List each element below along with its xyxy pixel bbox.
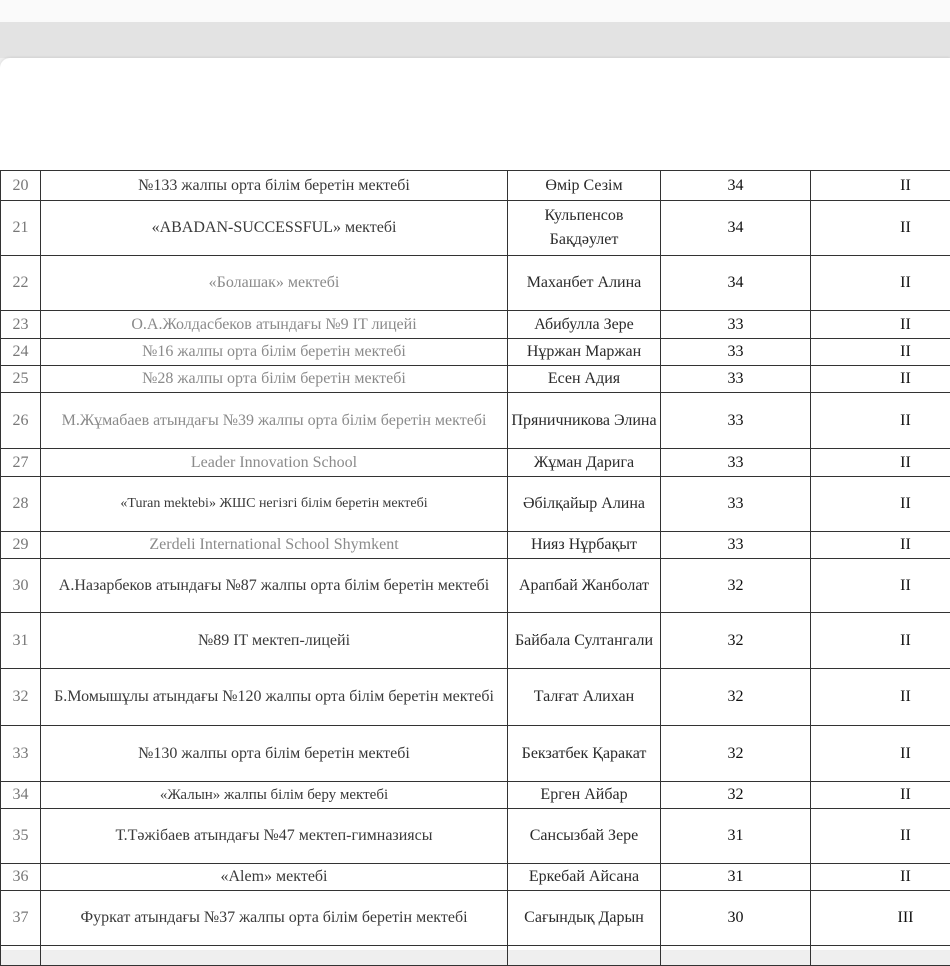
score: 33 bbox=[661, 366, 811, 393]
table-row bbox=[1, 669, 950, 726]
school-name: А.Назарбеков атындағы №87 жалпы орта білім беретін мектебі bbox=[41, 559, 508, 613]
score: 34 bbox=[661, 256, 811, 311]
table-row bbox=[1, 891, 950, 946]
row-number: 37 bbox=[1, 891, 41, 946]
student-name: Нияз Нұрбақыт bbox=[508, 532, 661, 559]
school-name: «ABADAN-SUCCESSFUL» мектебі bbox=[41, 201, 508, 256]
student-name bbox=[508, 946, 661, 966]
school-name: «Жалын» жалпы білім беру мектебі bbox=[41, 782, 508, 809]
degree: II bbox=[811, 669, 950, 726]
school-name bbox=[41, 946, 508, 966]
school-name: Zerdeli International School Shymkent bbox=[41, 532, 508, 559]
student-name: Сансызбай Зере bbox=[508, 809, 661, 864]
degree: II bbox=[811, 613, 950, 669]
row-number: 29 bbox=[1, 532, 41, 559]
school-name: №133 жалпы орта білім беретін мектебі bbox=[41, 171, 508, 201]
score: 31 bbox=[661, 864, 811, 891]
table-row bbox=[1, 256, 950, 311]
degree: II bbox=[811, 532, 950, 559]
student-name: Байбала Султангали bbox=[508, 613, 661, 669]
degree: II bbox=[811, 171, 950, 201]
student-name: Маханбет Алина bbox=[508, 256, 661, 311]
degree: II bbox=[811, 726, 950, 782]
degree: II bbox=[811, 559, 950, 613]
table-row bbox=[1, 782, 950, 809]
school-name: Т.Тәжібаев атындағы №47 мектеп-гимназиясы bbox=[41, 809, 508, 864]
score: 33 bbox=[661, 449, 811, 477]
row-number bbox=[1, 946, 41, 966]
table-row bbox=[1, 559, 950, 613]
table-row-partial bbox=[1, 946, 950, 966]
degree bbox=[811, 946, 950, 966]
score: 32 bbox=[661, 726, 811, 782]
school-name: №16 жалпы орта білім беретін мектебі bbox=[41, 339, 508, 366]
student-name: Жұман Дарига bbox=[508, 449, 661, 477]
score bbox=[661, 946, 811, 966]
score: 33 bbox=[661, 339, 811, 366]
row-number: 32 bbox=[1, 669, 41, 726]
score: 33 bbox=[661, 311, 811, 339]
degree: II bbox=[811, 311, 950, 339]
school-name: №130 жалпы орта білім беретін мектебі bbox=[41, 726, 508, 782]
degree: II bbox=[811, 864, 950, 891]
row-number: 35 bbox=[1, 809, 41, 864]
row-number: 30 bbox=[1, 559, 41, 613]
student-name: Нұржан Маржан bbox=[508, 339, 661, 366]
viewer-background-band bbox=[0, 22, 950, 58]
degree: II bbox=[811, 393, 950, 449]
row-number: 22 bbox=[1, 256, 41, 311]
student-name: Абибулла Зере bbox=[508, 311, 661, 339]
school-name: №89 IT мектеп-лицейі bbox=[41, 613, 508, 669]
score: 30 bbox=[661, 891, 811, 946]
degree: II bbox=[811, 201, 950, 256]
table-row bbox=[1, 171, 950, 201]
table-row bbox=[1, 393, 950, 449]
degree: II bbox=[811, 477, 950, 532]
student-name: Бекзатбек Қаракат bbox=[508, 726, 661, 782]
table-row bbox=[1, 449, 950, 477]
score: 32 bbox=[661, 613, 811, 669]
row-number: 26 bbox=[1, 393, 41, 449]
degree: III bbox=[811, 891, 950, 946]
student-name: Еркебай Айсана bbox=[508, 864, 661, 891]
table-row bbox=[1, 532, 950, 559]
student-name: Есен Адия bbox=[508, 366, 661, 393]
student-name: Сағындық Дарын bbox=[508, 891, 661, 946]
row-number: 28 bbox=[1, 477, 41, 532]
table-row bbox=[1, 339, 950, 366]
school-name: Фуркат атындағы №37 жалпы орта білім беретін мектебі bbox=[41, 891, 508, 946]
school-name: Б.Момышұлы атындағы №120 жалпы орта білім беретін мектебі bbox=[41, 669, 508, 726]
row-number: 31 bbox=[1, 613, 41, 669]
score: 32 bbox=[661, 559, 811, 613]
row-number: 24 bbox=[1, 339, 41, 366]
table-row bbox=[1, 613, 950, 669]
school-name: «Alem» мектебі bbox=[41, 864, 508, 891]
row-number: 33 bbox=[1, 726, 41, 782]
degree: II bbox=[811, 256, 950, 311]
score: 33 bbox=[661, 477, 811, 532]
score: 32 bbox=[661, 669, 811, 726]
degree: II bbox=[811, 782, 950, 809]
table-row bbox=[1, 809, 950, 864]
student-name: Талғат Алихан bbox=[508, 669, 661, 726]
score: 33 bbox=[661, 393, 811, 449]
school-name: Leader Innovation School bbox=[41, 449, 508, 477]
degree: II bbox=[811, 449, 950, 477]
school-name: О.А.Жолдасбеков атындағы №9 IT лицейі bbox=[41, 311, 508, 339]
degree: II bbox=[811, 339, 950, 366]
row-number: 25 bbox=[1, 366, 41, 393]
student-name: Әбілқайыр Алина bbox=[508, 477, 661, 532]
row-number: 20 bbox=[1, 171, 41, 201]
student-name: Ерген Айбар bbox=[508, 782, 661, 809]
student-name: Пряничникова Элина bbox=[508, 393, 661, 449]
student-name: Өмір Сезім bbox=[508, 171, 661, 201]
table-row bbox=[1, 201, 950, 256]
degree: II bbox=[811, 366, 950, 393]
row-number: 34 bbox=[1, 782, 41, 809]
score: 32 bbox=[661, 782, 811, 809]
degree: II bbox=[811, 809, 950, 864]
student-name: Арапбай Жанболат bbox=[508, 559, 661, 613]
table-row bbox=[1, 366, 950, 393]
results-table bbox=[0, 170, 950, 966]
score: 31 bbox=[661, 809, 811, 864]
school-name: «Болашак» мектебі bbox=[41, 256, 508, 311]
student-name: Кульпенсов Бақдәулет bbox=[508, 201, 661, 256]
screen-top-bar bbox=[0, 0, 950, 22]
table-row bbox=[1, 311, 950, 339]
table-row bbox=[1, 726, 950, 782]
school-name: «Turan mektebi» ЖШС негізгі білім беретін мектебі bbox=[41, 477, 508, 532]
score: 34 bbox=[661, 171, 811, 201]
score: 33 bbox=[661, 532, 811, 559]
row-number: 23 bbox=[1, 311, 41, 339]
row-number: 36 bbox=[1, 864, 41, 891]
table-row bbox=[1, 864, 950, 891]
school-name: М.Жұмабаев атындағы №39 жалпы орта білім беретін мектебі bbox=[41, 393, 508, 449]
table-row bbox=[1, 477, 950, 532]
row-number: 21 bbox=[1, 201, 41, 256]
row-number: 27 bbox=[1, 449, 41, 477]
school-name: №28 жалпы орта білім беретін мектебі bbox=[41, 366, 508, 393]
score: 34 bbox=[661, 201, 811, 256]
